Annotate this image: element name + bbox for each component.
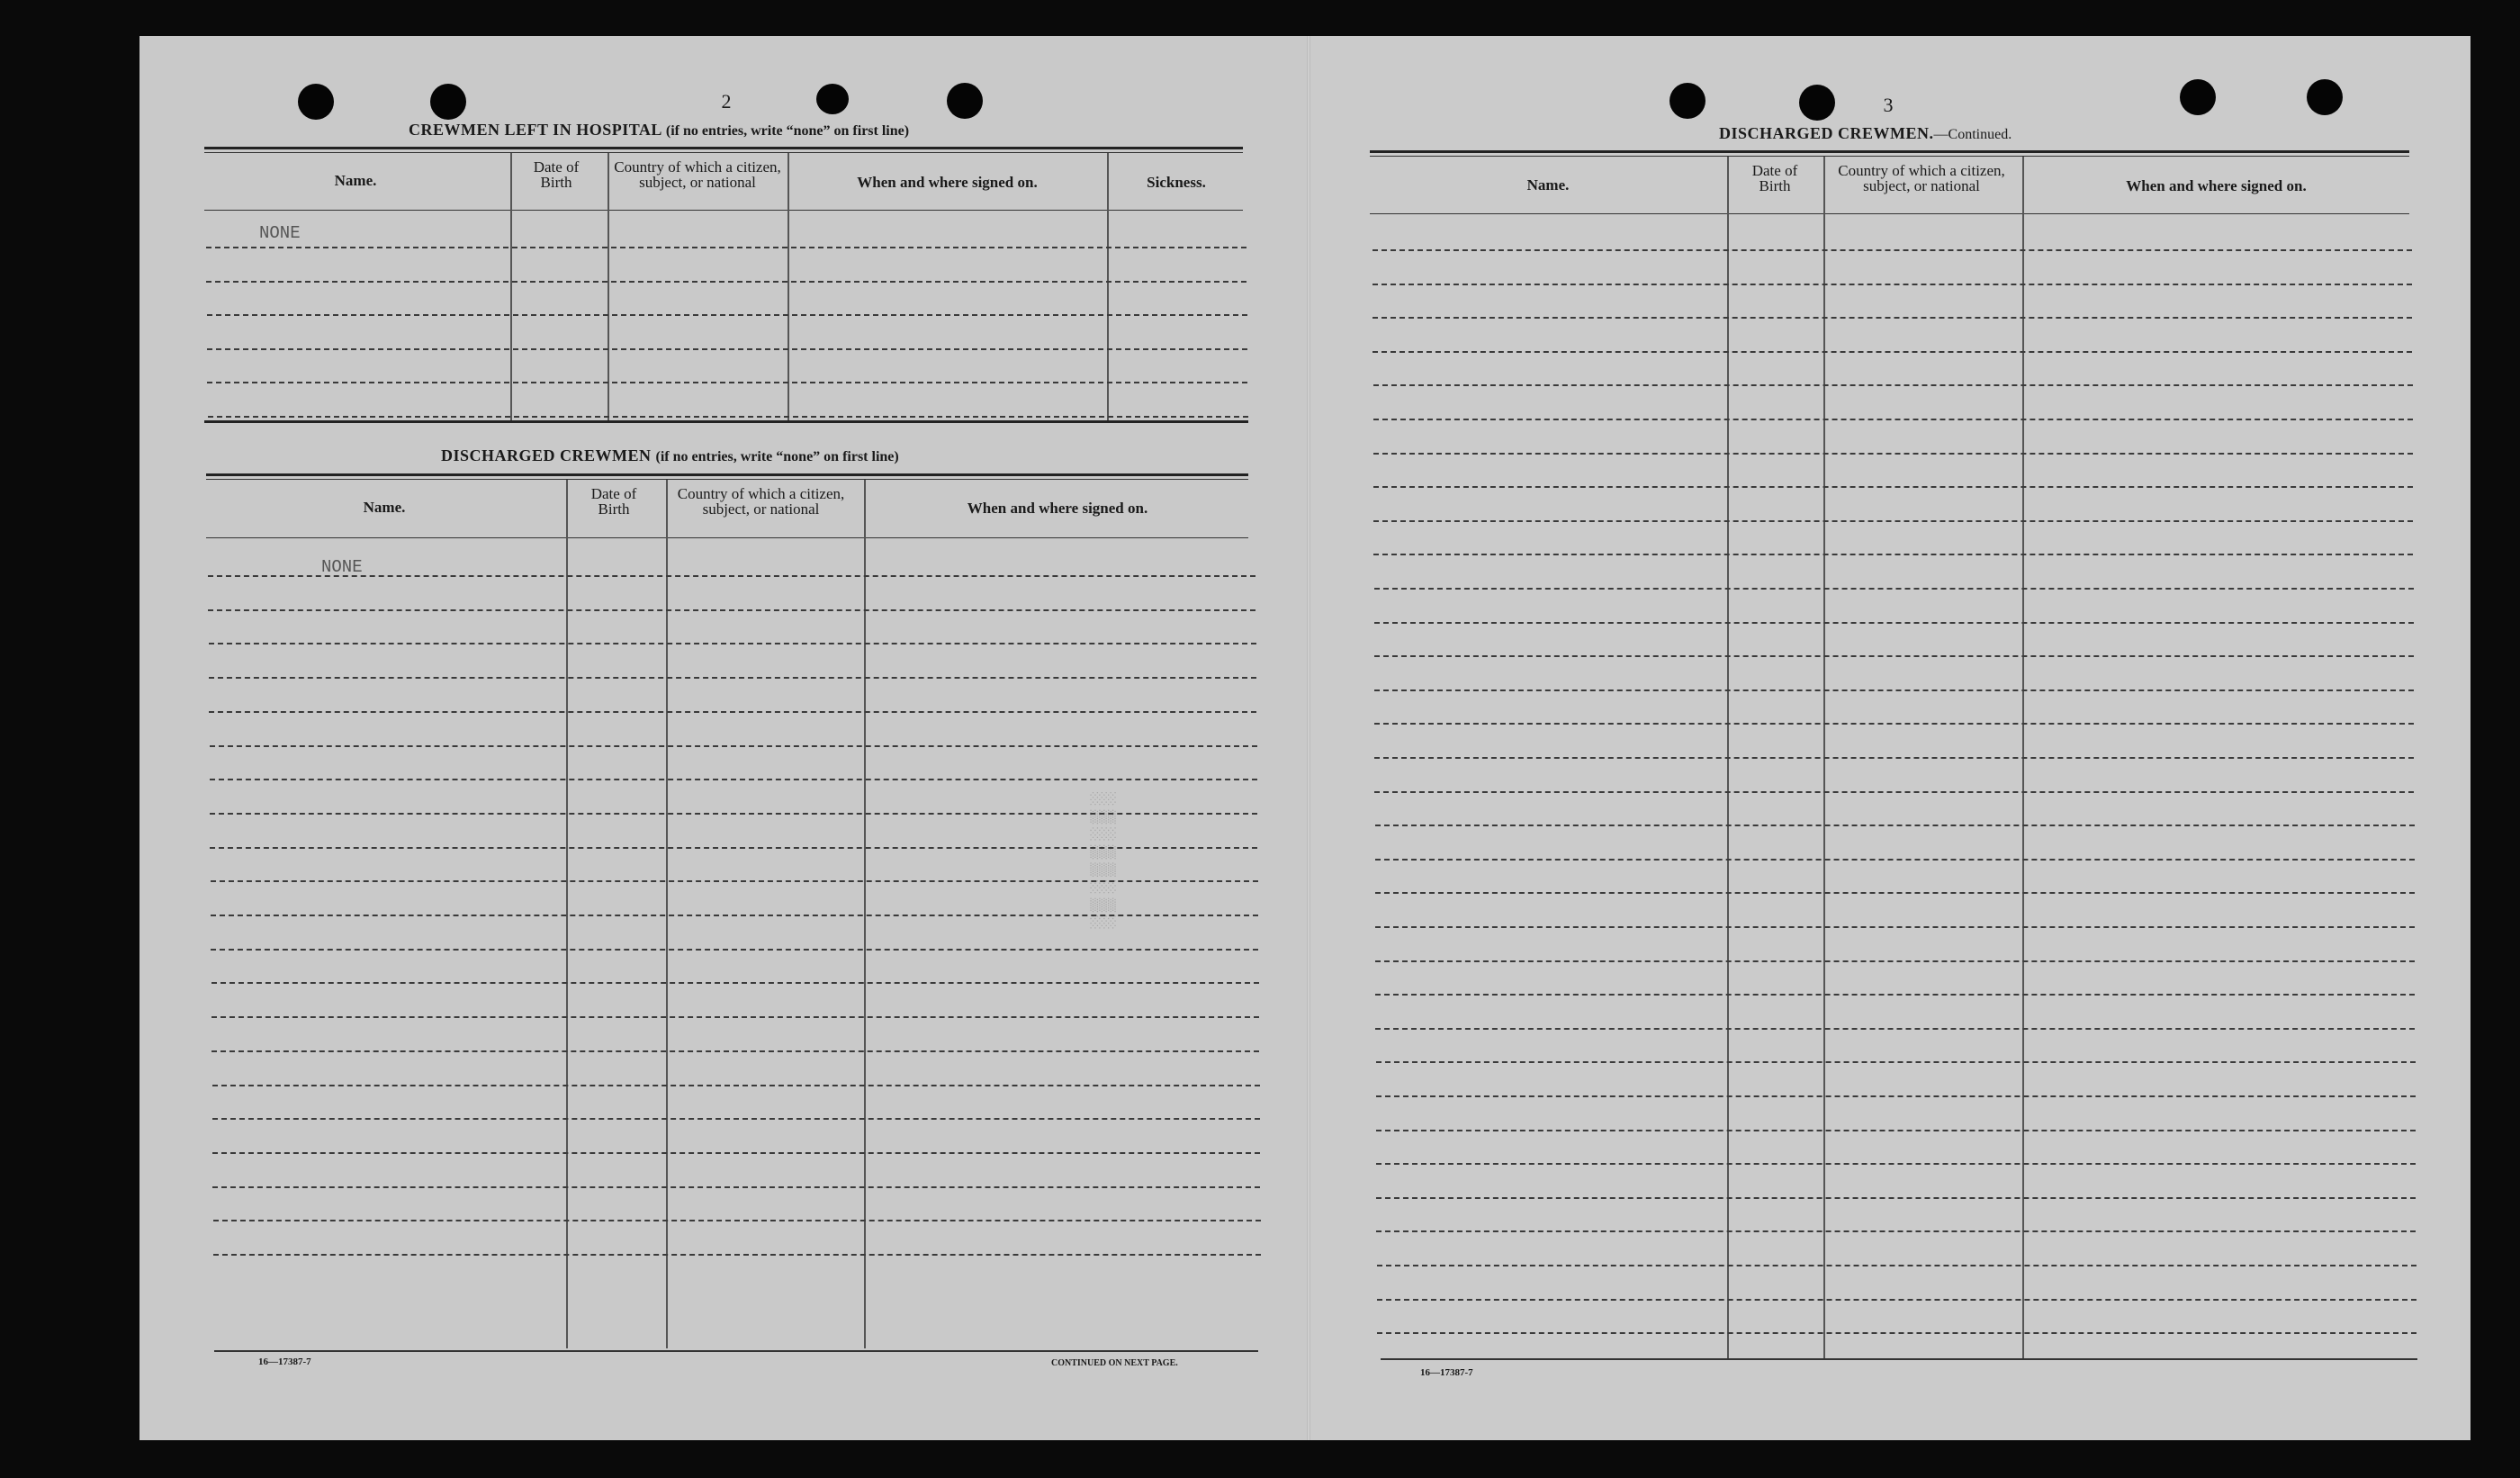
entry-line xyxy=(209,711,1256,713)
form-number: 16—17387-7 xyxy=(258,1356,311,1367)
entry-line xyxy=(1375,1028,2415,1030)
entry-line xyxy=(213,1254,1261,1256)
col-header-sickness: Sickness. xyxy=(1147,174,1206,191)
col-header-signed-on: When and where signed on. xyxy=(857,174,1038,191)
section-bottom-rule xyxy=(204,420,1248,423)
discharged-continued-title xyxy=(1719,124,2012,143)
continued-note: CONTINUED ON NEXT PAGE. xyxy=(1051,1358,1178,1368)
entry-line xyxy=(206,281,1246,283)
entry-line xyxy=(1372,284,2412,285)
entry-line xyxy=(1374,588,2414,590)
form-number: 16—17387-7 xyxy=(1420,1367,1473,1378)
faded-stamp: ░▒░▒▒░▒░ xyxy=(1089,792,1116,933)
page-bottom-rule xyxy=(214,1350,1258,1352)
page-bottom-rule xyxy=(1381,1358,2417,1360)
discharged-title-note: (if no entries, write “none” on first line) xyxy=(655,449,899,464)
entry-line xyxy=(213,1220,1261,1221)
table-top-rule xyxy=(204,152,1243,153)
entry-line xyxy=(1375,994,2415,996)
entry-line xyxy=(210,779,1257,780)
punch-hole xyxy=(1799,85,1835,121)
col-header-signed-on: When and where signed on. xyxy=(2126,177,2307,194)
entry-line xyxy=(208,416,1248,418)
discharged-title-text: DISCHARGED CREWMEN xyxy=(441,446,652,464)
col-header-country: Country of which a citizen, subject, or national xyxy=(1838,162,2005,194)
page-fold xyxy=(1307,36,1310,1440)
discharged-section-title xyxy=(441,446,899,465)
entry-line xyxy=(209,643,1256,644)
entry-line xyxy=(1374,757,2414,759)
entry-line xyxy=(207,348,1247,350)
entry-line xyxy=(1376,1095,2416,1097)
col-header-date-of-birth: Date of Birth xyxy=(533,158,580,191)
hospital-title-text: CREWMEN LEFT IN HOSPITAL xyxy=(409,121,662,139)
entry-line xyxy=(207,382,1247,383)
hospital-title-note: (if no entries, write “none” on first line) xyxy=(665,123,910,139)
table-top-rule xyxy=(206,473,1248,476)
entry-line xyxy=(212,1186,1260,1188)
entry-line xyxy=(1373,486,2413,488)
header-bottom-rule xyxy=(204,210,1243,211)
col-header-country: Country of which a citizen, subject, or national xyxy=(614,158,781,191)
table-top-rule xyxy=(204,147,1243,149)
entry-line xyxy=(208,575,1256,577)
entry-line xyxy=(1376,1230,2416,1232)
col-header-name: Name. xyxy=(363,499,406,516)
header-bottom-rule xyxy=(206,537,1248,538)
entry-line xyxy=(212,1050,1259,1052)
entry-line xyxy=(1374,689,2414,691)
punch-hole xyxy=(430,84,466,120)
punch-hole xyxy=(2180,79,2216,115)
entry-line xyxy=(1375,859,2415,861)
header-bottom-rule xyxy=(1370,213,2409,214)
col-header-date-of-birth: Date of Birth xyxy=(590,485,637,518)
col-header-name: Name. xyxy=(334,172,377,189)
entry-line xyxy=(1375,892,2415,894)
entry-line xyxy=(211,949,1258,951)
table-top-rule xyxy=(1370,156,2409,157)
punch-hole xyxy=(1670,83,1706,119)
entry-line xyxy=(1374,723,2414,725)
discharged-continued-suffix: —Continued. xyxy=(1933,127,2012,142)
punch-hole xyxy=(947,83,983,119)
entry-line xyxy=(210,745,1257,747)
entry-line xyxy=(1372,317,2412,319)
entry-line xyxy=(1375,960,2415,962)
col-header-date-of-birth: Date of Birth xyxy=(1751,162,1798,194)
entry-line xyxy=(1372,351,2412,353)
right-page xyxy=(1310,36,2470,1440)
entry-line xyxy=(1372,249,2412,251)
punch-hole xyxy=(2307,79,2343,115)
entry-line xyxy=(1375,825,2415,826)
entry-line xyxy=(212,1016,1259,1018)
entry-line xyxy=(1373,554,2413,555)
entry-line xyxy=(208,609,1256,611)
entry-line xyxy=(1377,1299,2416,1301)
entry-line xyxy=(1377,1332,2416,1334)
entry-line xyxy=(209,677,1256,679)
entry-line xyxy=(1374,622,2414,624)
hospital-section-title xyxy=(409,121,909,140)
entry-line xyxy=(1376,1130,2416,1131)
entry-line xyxy=(1373,419,2413,420)
entry-line xyxy=(1375,926,2415,928)
col-header-country: Country of which a citizen, subject, or national xyxy=(677,485,845,518)
discharged-entry-text: NONE xyxy=(321,557,363,577)
table-top-rule xyxy=(1370,150,2409,153)
page-number: 2 xyxy=(721,90,732,113)
hospital-entry-text: NONE xyxy=(259,223,301,243)
page-number: 3 xyxy=(1883,94,1894,116)
discharged-continued-text: DISCHARGED CREWMEN. xyxy=(1719,124,1934,142)
entry-line xyxy=(1374,791,2414,793)
entry-line xyxy=(1376,1163,2416,1165)
entry-line xyxy=(1373,520,2413,522)
entry-line xyxy=(207,314,1247,316)
entry-line xyxy=(212,982,1259,984)
entry-line xyxy=(1376,1197,2416,1199)
col-header-name: Name. xyxy=(1526,176,1570,194)
punch-hole xyxy=(816,84,849,114)
entry-line xyxy=(212,1085,1260,1086)
entry-line xyxy=(212,1118,1260,1120)
entry-line xyxy=(1373,384,2413,386)
entry-line xyxy=(1377,1265,2416,1266)
entry-line xyxy=(1376,1061,2416,1063)
entry-line xyxy=(212,1152,1260,1154)
col-header-signed-on: When and where signed on. xyxy=(967,500,1148,517)
table-top-rule xyxy=(206,479,1248,480)
entry-line xyxy=(206,247,1246,248)
entry-line xyxy=(1374,655,2414,657)
punch-hole xyxy=(298,84,334,120)
entry-line xyxy=(1373,453,2413,455)
